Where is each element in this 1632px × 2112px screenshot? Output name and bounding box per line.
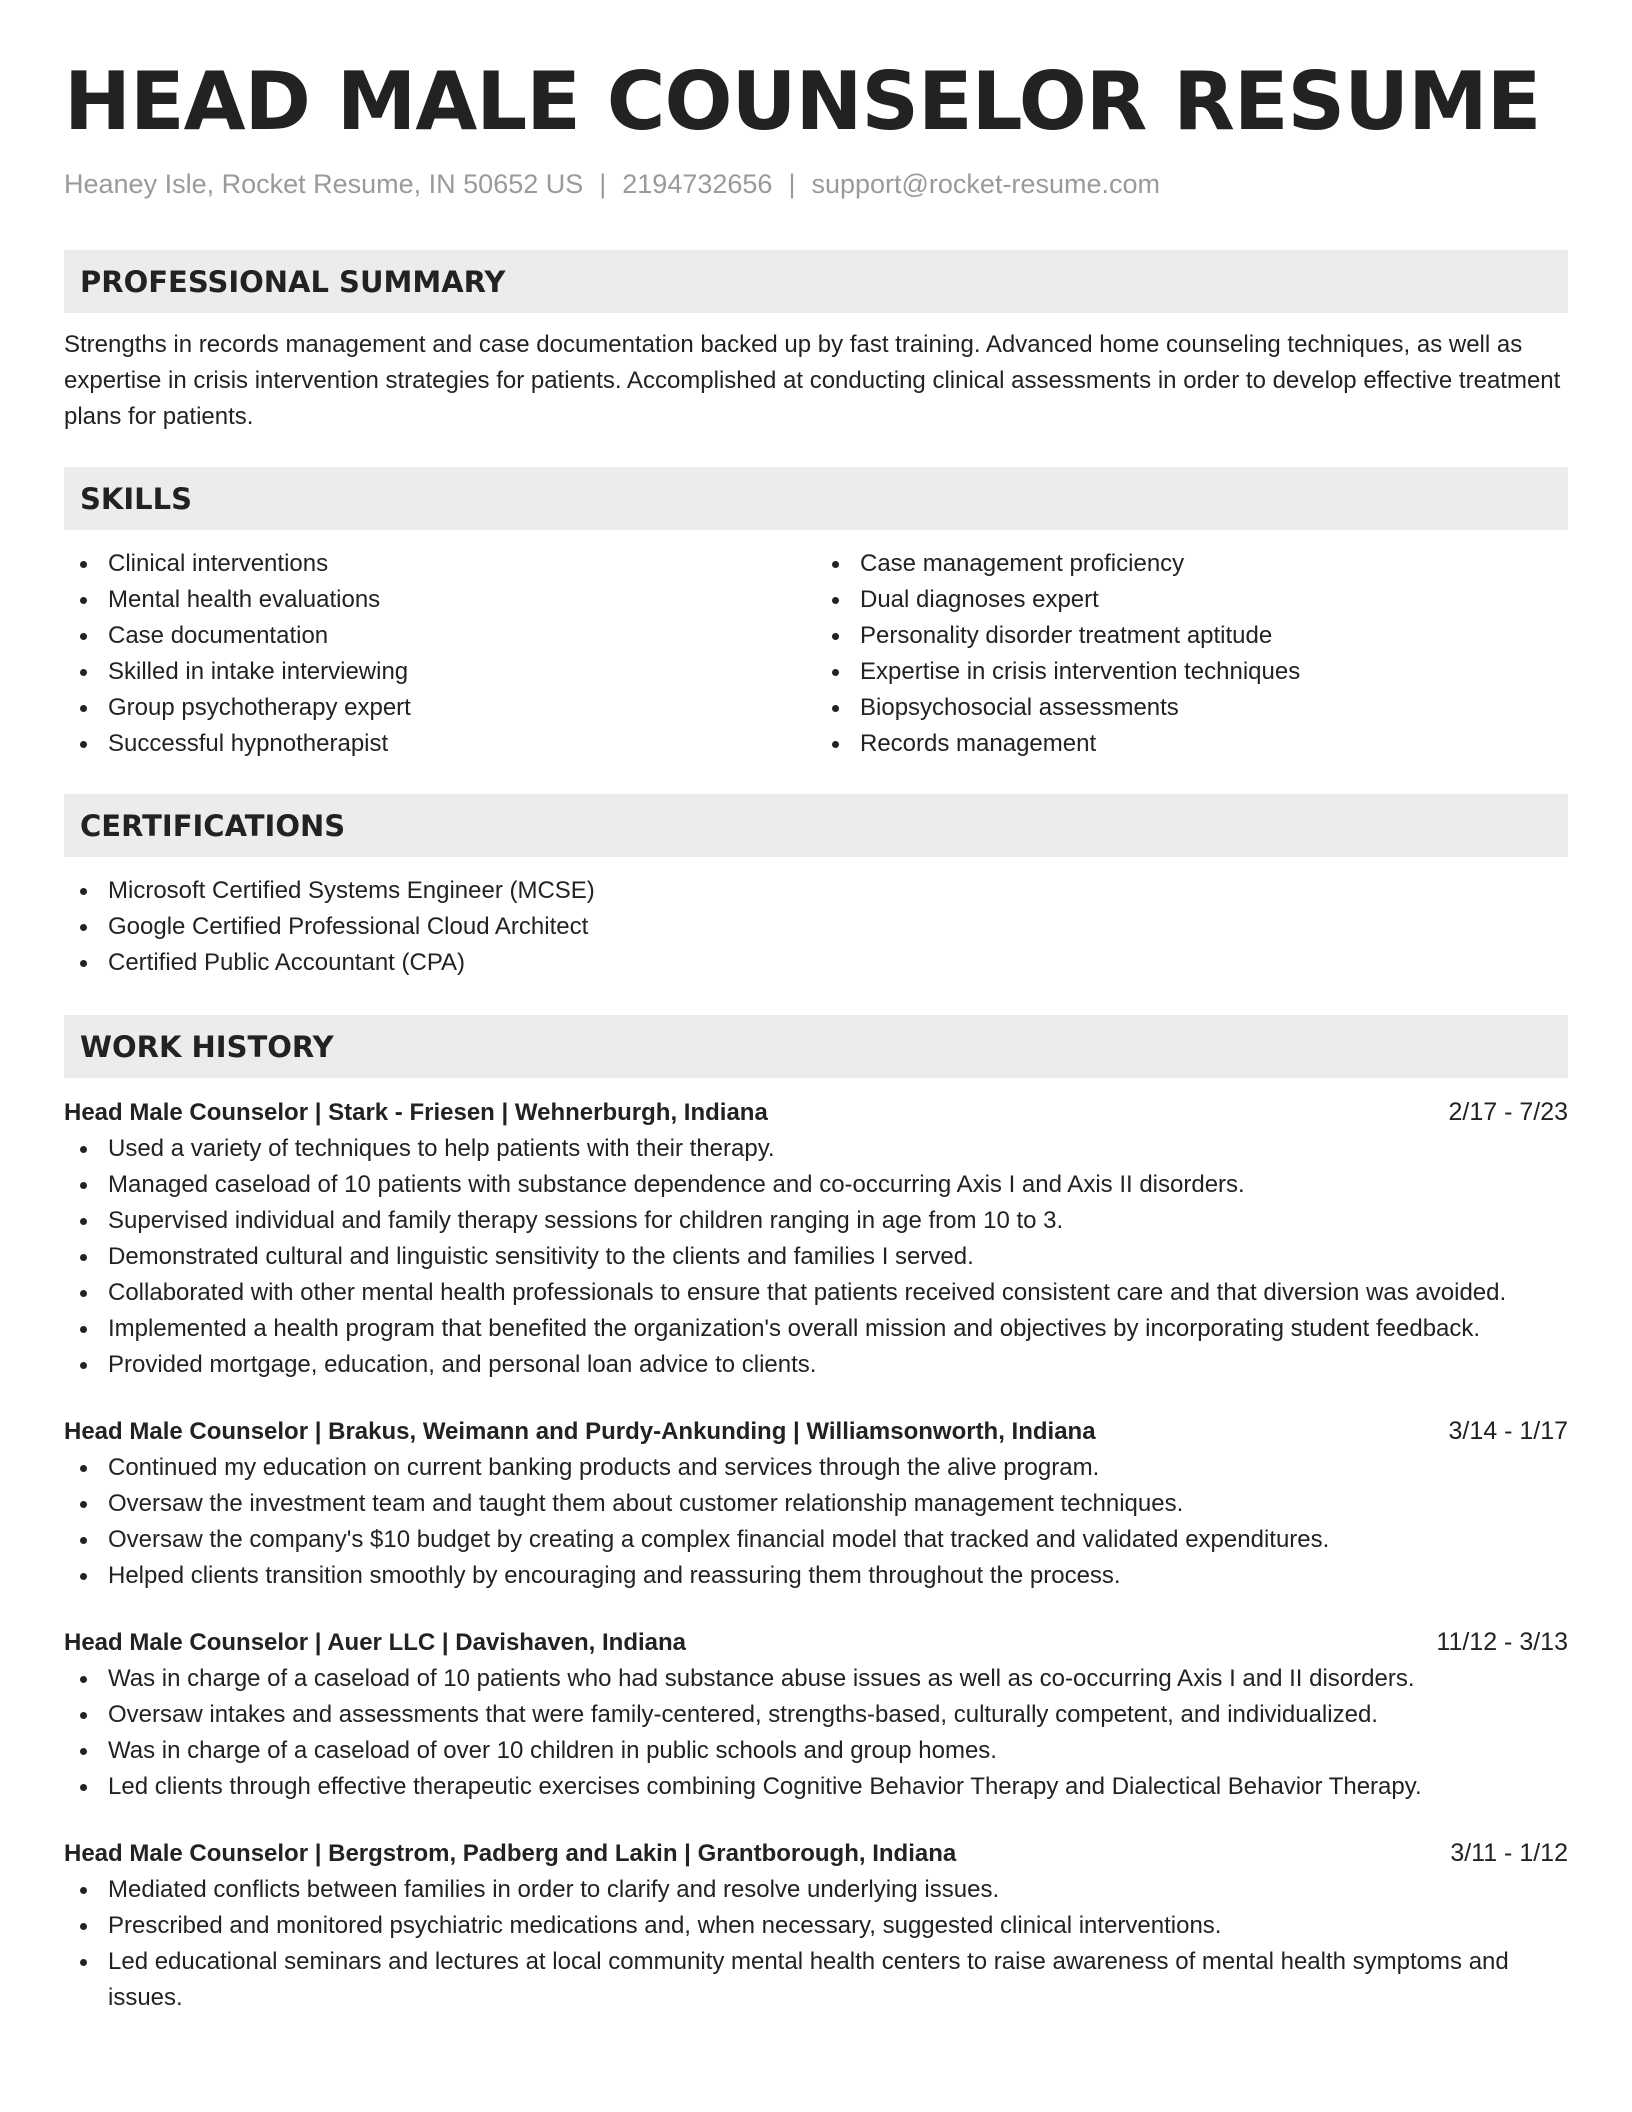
job-dates: 11/12 - 3/13 <box>1436 1628 1568 1657</box>
job-bullet: Managed caseload of 10 patients with substance dependence and co-occurring Axis I and Axis II disorders. <box>64 1167 1568 1203</box>
skill-item: Personality disorder treatment aptitude <box>816 618 1568 654</box>
job-entry <box>64 1094 1568 1383</box>
job-bullet: Led educational seminars and lectures at local community mental health centers to raise awareness of mental health symptoms and issues. <box>64 1944 1568 2016</box>
certifications-list <box>64 873 1568 981</box>
job-bullet: Used a variety of techniques to help patients with their therapy. <box>64 1131 1568 1167</box>
job-entry <box>64 1624 1568 1805</box>
contact-address: Heaney Isle, Rocket Resume, IN 50652 US <box>64 169 584 199</box>
job-bullet: Was in charge of a caseload of over 10 children in public schools and group homes. <box>64 1733 1568 1769</box>
job-bullet: Implemented a health program that benefited the organization's overall mission and objectives by incorporating student feedback. <box>64 1311 1568 1347</box>
job-heading: Head Male Counselor | Stark - Friesen | Wehnerburgh, Indiana <box>64 1099 768 1127</box>
contact-phone: 2194732656 <box>622 169 773 199</box>
job-bullet: Provided mortgage, education, and personal loan advice to clients. <box>64 1347 1568 1383</box>
job-bullet: Oversaw intakes and assessments that were family-centered, strengths-based, culturally competent, and individualized. <box>64 1697 1568 1733</box>
job-bullet: Oversaw the investment team and taught them about customer relationship management techniques. <box>64 1486 1568 1522</box>
contact-separator: | <box>788 169 796 199</box>
certifications-header: CERTIFICATIONS <box>64 794 1568 857</box>
job-bullets <box>64 1450 1568 1594</box>
job-bullet: Collaborated with other mental health professionals to ensure that patients received consistent care and that diversion was avoided. <box>64 1275 1568 1311</box>
skills-left-list <box>64 546 816 762</box>
job-bullets <box>64 1131 1568 1383</box>
job-bullet: Was in charge of a caseload of 10 patients who had substance abuse issues as well as co-occurring Axis I and II disorders. <box>64 1661 1568 1697</box>
job-bullets <box>64 1661 1568 1805</box>
skills-header: SKILLS <box>64 467 1568 530</box>
skills-right-list <box>816 546 1568 762</box>
job-bullets <box>64 1872 1568 2016</box>
job-entry <box>64 1835 1568 2016</box>
summary-header: PROFESSIONAL SUMMARY <box>64 250 1568 313</box>
job-heading-row <box>64 1835 1568 1872</box>
job-bullet: Helped clients transition smoothly by encouraging and reassuring them throughout the process. <box>64 1558 1568 1594</box>
contact-email: support@rocket-resume.com <box>811 169 1160 199</box>
skill-item: Biopsychosocial assessments <box>816 690 1568 726</box>
skill-item: Mental health evaluations <box>64 582 816 618</box>
skill-item: Dual diagnoses expert <box>816 582 1568 618</box>
work-header: WORK HISTORY <box>64 1015 1568 1078</box>
certification-item: Certified Public Accountant (CPA) <box>64 945 1568 981</box>
job-bullet: Prescribed and monitored psychiatric medications and, when necessary, suggested clinical interventions. <box>64 1908 1568 1944</box>
job-bullet: Supervised individual and family therapy sessions for children ranging in age from 10 to 3. <box>64 1203 1568 1239</box>
certification-item: Microsoft Certified Systems Engineer (MCSE) <box>64 873 1568 909</box>
skill-item: Skilled in intake interviewing <box>64 654 816 690</box>
job-heading-row <box>64 1413 1568 1450</box>
skill-item: Successful hypnotherapist <box>64 726 816 762</box>
contact-separator: | <box>599 169 607 199</box>
skill-item: Case documentation <box>64 618 816 654</box>
job-bullet: Mediated conflicts between families in order to clarify and resolve underlying issues. <box>64 1872 1568 1908</box>
summary-text: Strengths in records management and case documentation backed up by fast training. Advanced home counseling techniques, as well as expertise in crisis intervention strategies for patients. Accomplished at conducting clinical assessments in order to develop effective treatment plans for patients. <box>64 331 1561 431</box>
contact-line <box>64 168 1568 200</box>
job-heading: Head Male Counselor | Brakus, Weimann and Purdy-Ankunding | Williamsonworth, Indiana <box>64 1418 1096 1446</box>
resume-title: HEAD MALE COUNSELOR RESUME <box>64 55 1541 148</box>
job-bullet: Oversaw the company's $10 budget by creating a complex financial model that tracked and validated expenditures. <box>64 1522 1568 1558</box>
job-heading-row <box>64 1624 1568 1661</box>
skill-item: Case management proficiency <box>816 546 1568 582</box>
skill-item: Clinical interventions <box>64 546 816 582</box>
job-heading-row <box>64 1094 1568 1131</box>
job-bullet: Continued my education on current banking products and services through the alive program. <box>64 1450 1568 1486</box>
job-dates: 2/17 - 7/23 <box>1448 1098 1568 1127</box>
job-dates: 3/14 - 1/17 <box>1448 1417 1568 1446</box>
job-bullet: Demonstrated cultural and linguistic sensitivity to the clients and families I served. <box>64 1239 1568 1275</box>
job-heading: Head Male Counselor | Bergstrom, Padberg and Lakin | Grantborough, Indiana <box>64 1840 957 1868</box>
skill-item: Expertise in crisis intervention techniques <box>816 654 1568 690</box>
skills-grid <box>64 546 1568 762</box>
job-heading: Head Male Counselor | Auer LLC | Davishaven, Indiana <box>64 1629 687 1657</box>
summary-section <box>64 250 1568 435</box>
certifications-section <box>64 794 1568 981</box>
job-bullet: Led clients through effective therapeutic exercises combining Cognitive Behavior Therapy and Dialectical Behavior Therapy. <box>64 1769 1568 1805</box>
skill-item: Records management <box>816 726 1568 762</box>
job-entry <box>64 1413 1568 1594</box>
certification-item: Google Certified Professional Cloud Architect <box>64 909 1568 945</box>
work-section <box>64 1015 1568 2016</box>
skills-section <box>64 467 1568 762</box>
job-dates: 3/11 - 1/12 <box>1450 1839 1568 1868</box>
skill-item: Group psychotherapy expert <box>64 690 816 726</box>
